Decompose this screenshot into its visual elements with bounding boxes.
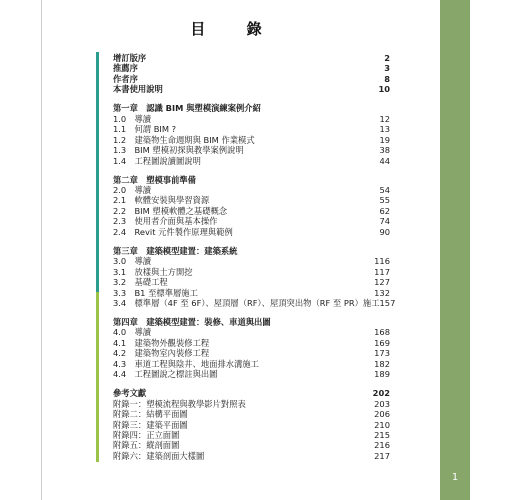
references-heading[interactable]: 參考文獻 202 <box>113 388 390 399</box>
page-number: 1 <box>451 472 459 483</box>
toc-entry[interactable]: 附錄四：正立面圖 215 <box>113 429 390 440</box>
toc-entry[interactable]: 3.2 基礎工程 127 <box>113 277 390 288</box>
toc-entry[interactable]: 推薦序 3 <box>113 63 390 74</box>
toc-entry[interactable]: 3.0 導讀 116 <box>113 256 390 267</box>
toc-entry[interactable]: 附錄一：塑模流程與教學影片對照表 203 <box>113 398 390 409</box>
chapter-heading[interactable]: 第三章 建築模型建置：建築系統 <box>113 245 238 256</box>
toc-entry[interactable]: 2.0 導讀 54 <box>113 185 390 195</box>
toc-entry[interactable]: 增訂版序 2 <box>113 53 390 63</box>
toc-entry[interactable]: 3.1 放樣與土方開挖 117 <box>113 266 390 277</box>
toc-title: 目 錄 <box>190 20 280 38</box>
toc-entry[interactable]: 附錄三：建築平面圖 210 <box>113 419 390 430</box>
toc-entry[interactable]: 2.3 使用者介面與基本操作 74 <box>113 216 390 227</box>
toc-entry[interactable]: 附錄二：結構平面圖 206 <box>113 409 390 420</box>
chapter-heading[interactable]: 第一章 認識 BIM 與塑模演練案例介紹 <box>113 103 261 114</box>
toc-entry[interactable]: 1.1 何謂 BIM ? 13 <box>113 124 390 135</box>
toc-entry[interactable]: 3.3 B1 至標準層施工 132 <box>113 287 390 298</box>
toc-entry[interactable]: 2.1 軟體安裝與學習資源 55 <box>113 195 390 206</box>
toc-entry[interactable]: 本書使用說明 10 <box>113 84 390 95</box>
toc-entry[interactable]: 1.4 工程圖說讀圖說明 44 <box>113 155 390 166</box>
toc-entry[interactable]: 作者序 8 <box>113 73 390 84</box>
toc-entry[interactable]: 1.2 建築物生命週期與 BIM 作業模式 19 <box>113 134 390 145</box>
chapter-heading[interactable]: 第二章 塑模事前準備 <box>113 174 196 185</box>
toc-entry[interactable]: 2.4 Revit 元件製作原理與範例 90 <box>113 226 390 237</box>
toc-entry[interactable]: 4.1 建築物外觀裝修工程 169 <box>113 337 390 348</box>
toc-entry[interactable]: 4.2 建築物室內裝修工程 173 <box>113 348 390 359</box>
chapter-heading[interactable]: 第四章 建築模型建置：裝修、車道與出圖 <box>113 317 271 327</box>
toc-entry[interactable]: 4.3 車道工程與陰井、地面排水溝施工 182 <box>113 358 390 369</box>
toc-entry[interactable]: 3.4 標準層（4F 至 6F）、屋頂層（RF）、屋頂突出物（RF 至 PR）施工 157 <box>113 297 396 308</box>
toc-entry[interactable]: 1.3 BIM 塑模初探與教學案例說明 38 <box>113 145 390 156</box>
table-of-contents <box>113 53 396 461</box>
accent-bar-lime <box>96 292 99 462</box>
toc-entry[interactable]: 4.4 工程圖說之標註與出圖 189 <box>113 369 390 380</box>
accent-bar-teal <box>96 52 99 292</box>
toc-entry[interactable]: 附錄六：建築剖面大樣圖 217 <box>113 450 390 461</box>
toc-entry[interactable]: 1.0 導讀 12 <box>113 113 390 124</box>
toc-entry[interactable]: 附錄五：縱剖面圖 216 <box>113 440 390 451</box>
side-color-strip <box>440 0 470 500</box>
toc-entry[interactable]: 4.0 導讀 168 <box>113 327 390 338</box>
toc-entry[interactable]: 2.2 BIM 塑模軟體之基礎概念 62 <box>113 205 390 216</box>
